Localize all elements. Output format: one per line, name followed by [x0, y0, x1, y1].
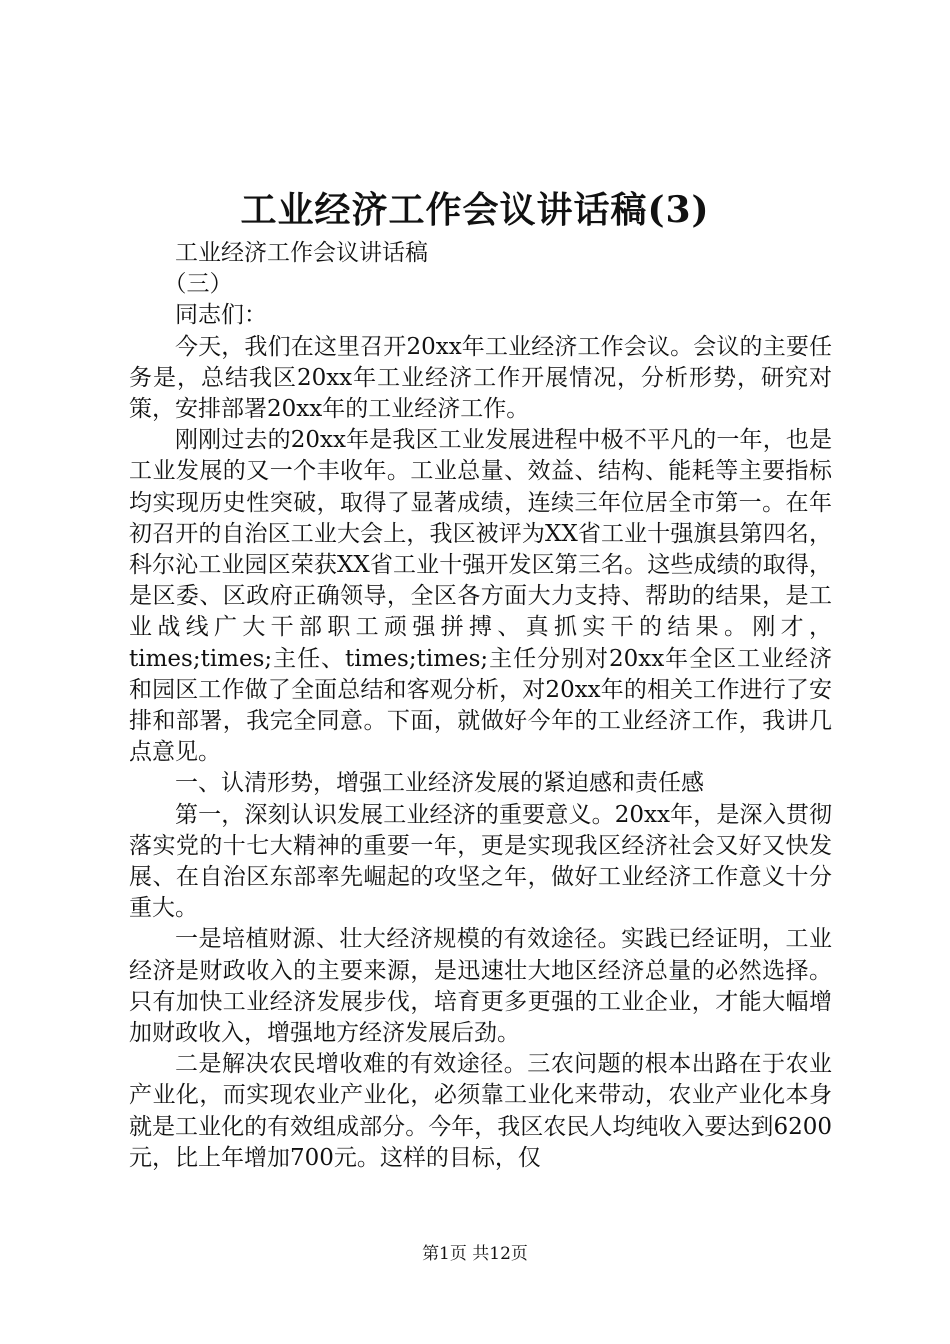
document-title: 工业经济工作会议讲话稿(3) [240, 189, 710, 231]
paragraph-review: 刚刚过去的20xx年是我区工业发展进程中极不平凡的一年，也是工业发展的又一个丰收年。工业总量、效益、结构、能耗等主要指标均实现历史性突破，取得了显著成绩，连续三年位居全市第一。在年初召开的自治区工业大会上，我区被评为XX省工业十强旗县第四名，科尔沁工业园区荣获XX省工业十强开发区第三名。这些成绩的取得，是区委、区政府正确领导，全区各方面大力支持、帮助的结果，是工业战线广大干部职工顽强拼搏、真抓实干的结果。刚才，times;times;主任、times;times;主任分别对20xx年全区工业经济和园区工作做了全面总结和客观分析，对20xx年的相关工作进行了安排和部署，我完全同意。下面，就做好今年的工业经济工作，我讲几点意见。 [129, 427, 832, 766]
paragraph-subtitle-number: （三） [163, 271, 233, 298]
section-heading-1: 一、认清形势，增强工业经济发展的紧迫感和责任感 [175, 770, 704, 797]
paragraph-subtitle: 工业经济工作会议讲话稿 [175, 240, 428, 266]
page-number-footer: 第1页 共12页 [422, 1244, 528, 1264]
document-body [129, 238, 832, 1174]
paragraph-point-one: 一是培植财源、壮大经济规模的有效途径。实践已经证明，工业经济是财政收入的主要来源，是迅速壮大地区经济总量的必然选择。只有加快工业经济发展步伐，培育更多更强的工业企业，才能大幅增加财政收入，增强地方经济发展后劲。 [129, 926, 832, 1047]
paragraph-point-two: 二是解决农民增收难的有效途径。三农问题的根本出路在于农业产业化，而实现农业产业化，必须靠工业化来带动，农业产业化本身就是工业化的有效组成部分。今年，我区农民人均纯收入要达到6200元，比上年增加700元。这样的目标，仅 [129, 1051, 832, 1171]
paragraph-salutation: 同志们： [175, 302, 267, 329]
paragraph-first-point: 第一，深刻认识发展工业经济的重要意义。20xx年，是深入贯彻落实党的十七大精神的重要一年，更是实现我区经济社会又好又快发展、在自治区东部率先崛起的攻坚之年，做好工业经济工作意义十分重大。 [129, 801, 832, 922]
paragraph-intro: 今天，我们在这里召开20xx年工业经济工作会议。会议的主要任务是，总结我区20xx年工业经济工作开展情况，分析形势，研究对策，安排部署20xx年的工业经济工作。 [129, 333, 832, 423]
